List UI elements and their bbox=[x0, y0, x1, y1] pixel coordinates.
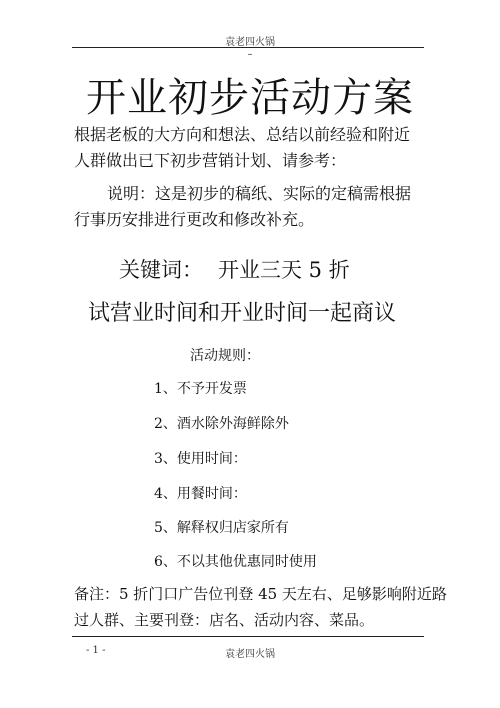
header-rule bbox=[72, 47, 424, 48]
rule-item: 1、不予开发票 bbox=[154, 381, 247, 397]
rule-item: 4、用餐时间： bbox=[154, 486, 247, 502]
header-mark: – bbox=[247, 49, 253, 60]
page-header: 袁老四火锅 bbox=[225, 37, 275, 48]
page-footer: 袁老四火锅 bbox=[225, 649, 275, 660]
rule-item: 2、酒水除外海鲜除外 bbox=[154, 416, 289, 432]
keyword-label: 关键词： bbox=[119, 258, 203, 282]
note-line-1: 说明：这是初步的稿纸、实际的定稿需根据 bbox=[107, 184, 412, 203]
rules-title: 活动规则： bbox=[190, 348, 260, 364]
rule-item: 6、不以其他优惠同时使用 bbox=[154, 554, 317, 570]
intro-line-2: 人群做出已下初步营销计划、请参考： bbox=[74, 151, 347, 170]
document-title: 开业初步活动方案 bbox=[86, 75, 414, 121]
page-number: - 1 - bbox=[86, 645, 106, 656]
keyword-value: 开业三天 5 折 bbox=[218, 258, 350, 282]
remark-line-2: 过人群、主要刊登：店名、活动内容、菜品。 bbox=[74, 611, 375, 629]
intro-line-1: 根据老板的大方向和想法、总结以前经验和附近 bbox=[74, 125, 411, 144]
subheading: 试营业时间和开业时间一起商议 bbox=[88, 301, 397, 326]
footer-rule bbox=[72, 636, 424, 637]
remark-line-1: 备注：5 折门口广告位刊登 45 天左右、足够影响附近路 bbox=[74, 585, 447, 603]
rule-item: 3、使用时间： bbox=[154, 451, 247, 467]
note-line-2: 行事历安排进行更改和修改补充。 bbox=[74, 210, 315, 229]
rule-item: 5、解释权归店家所有 bbox=[154, 520, 289, 536]
